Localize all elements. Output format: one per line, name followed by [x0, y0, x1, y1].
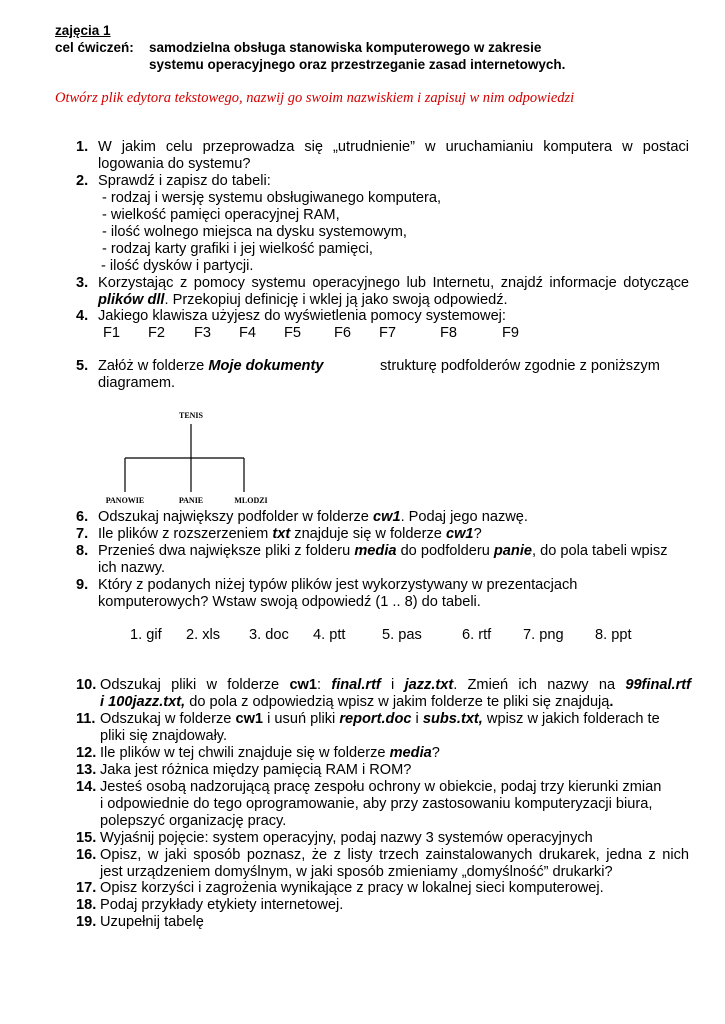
question-14-line-1: Jesteś osobą nadzorującą pracę zespołu ochrony w obiekcie, podaj trzy kierunki zmian [100, 779, 662, 795]
key-option: F9 [502, 325, 520, 341]
question-3-line-1: Korzystając z pomocy systemu operacyjnego lub Internetu, znajdź informacje dotyczące [98, 275, 689, 291]
question-10-line-2: i 100jazz.txt, do pola z odpowiedzią wpisz w jakim folderze te pliki się znajdują. [100, 694, 614, 710]
file-type-option: 4. ptt [313, 627, 346, 643]
question-2-item: - wielkość pamięci operacyjnej RAM, [102, 207, 340, 223]
diagram-child-label: MLODZI [234, 496, 268, 505]
question-7-text: Ile plików z rozszerzeniem txt znajduje się w folderze cw1? [98, 526, 482, 542]
question-number-15: 15. [76, 830, 97, 846]
key-option: F1 [103, 325, 121, 341]
question-number-5: 5. [76, 358, 89, 374]
question-10-line-1: Odszukaj pliki w folderze cw1: final.rtf i jazz.txt. Zmień ich nazwy na 99final.rtf [100, 677, 692, 693]
question-number-9: 9. [76, 577, 89, 593]
question-number-10: 10. [76, 677, 97, 693]
question-number-13: 13. [76, 762, 97, 778]
question-4-text: Jakiego klawisza użyjesz do wyświetlenia pomocy systemowej: [98, 308, 506, 324]
question-number-16: 16. [76, 847, 97, 863]
question-5-line-2: diagramem. [98, 375, 176, 391]
question-14-line-2: i odpowiednie do tego oprogramowanie, aby przy zastosowaniu komputeryzacji biura, [100, 796, 653, 812]
file-type-option: 5. pas [382, 627, 422, 643]
question-8-line-1: Przenieś dwa największe pliki z folderu media do podfolderu panie, do pola tabeli wpisz [98, 543, 668, 559]
question-2-item: - ilość wolnego miejsca na dysku systemowym, [102, 224, 407, 240]
question-number-11: 11. [76, 711, 96, 727]
question-number-19: 19. [76, 914, 97, 930]
file-type-option: 8. ppt [595, 627, 632, 643]
question-14-line-3: polepszyć organizację pracy. [100, 813, 287, 829]
question-number-8: 8. [76, 543, 89, 559]
folder-tree-diagram [95, 405, 285, 510]
key-option: F8 [440, 325, 458, 341]
question-9-line-1: Który z podanych niżej typów plików jest wykorzystywany w prezentacjach [98, 577, 578, 593]
goal-text-1: samodzielna obsługa stanowiska komputerowego w zakresie [149, 40, 542, 55]
question-5-line-1: Załóż w folderze Moje dokumenty [98, 358, 324, 374]
key-option: F7 [379, 325, 397, 341]
file-type-option: 2. xls [186, 627, 221, 643]
question-1-line-2: logowania do systemu? [98, 156, 251, 172]
question-18-text: Podaj przykłady etykiety internetowej. [100, 897, 344, 913]
question-number-1: 1. [76, 139, 89, 155]
question-19-text: Uzupełnij tabelę [100, 914, 204, 930]
key-option: F5 [284, 325, 302, 341]
question-2-item: - rodzaj karty grafiki i jej wielkość pamięci, [102, 241, 373, 257]
question-number-2: 2. [76, 173, 89, 189]
question-16-line-2: jest urządzeniem domyślnym, w jaki sposób zmieniamy „domyślność” drukarki? [100, 864, 613, 880]
question-13-text: Jaka jest różnica między pamięcią RAM i ROM? [100, 762, 412, 778]
question-8-line-2: ich nazwy. [98, 560, 166, 576]
question-15-text: Wyjaśnij pojęcie: system operacyjny, podaj nazwy 3 systemów operacyjnych [100, 830, 593, 846]
goal-label: cel ćwiczeń: [55, 40, 134, 55]
question-2-intro: Sprawdź i zapisz do tabeli: [98, 173, 271, 189]
goal-line-1 [55, 39, 542, 56]
diagram-child-label: PANOWIE [105, 496, 145, 505]
instruction-text: Otwórz plik edytora tekstowego, nazwij go swoim nazwiskiem i zapisuj w nim odpowiedzi [55, 90, 575, 106]
diagram-child-label: PANIE [178, 496, 204, 505]
folder-name: Moje dokumenty [208, 358, 324, 374]
question-17-text: Opisz korzyści i zagrożenia wynikające z pracy w lokalnej sieci komputerowej. [100, 880, 604, 896]
key-option: F2 [148, 325, 166, 341]
question-3-line-2: plików dll. Przekopiuj definicję i wklej ją jako swoją odpowiedź. [98, 292, 508, 308]
question-1-line-1: W jakim celu przeprowadza się „utrudnienie” w uruchamianiu komputera w postaci [98, 139, 689, 155]
question-number-6: 6. [76, 509, 89, 525]
question-number-14: 14. [76, 779, 97, 795]
question-2-item: - ilość dysków i partycji. [101, 258, 254, 274]
question-9-line-2: komputerowych? Wstaw swoją odpowiedź (1 .. 8) do tabeli. [98, 594, 481, 610]
file-type-option: 6. rtf [462, 627, 492, 643]
question-11-line-2: pliki się znajdowały. [100, 728, 228, 744]
question-6-text: Odszukaj największy podfolder w folderze cw1. Podaj jego nazwę. [98, 509, 528, 525]
question-12-text: Ile plików w tej chwili znajduje się w folderze media? [100, 745, 440, 761]
question-number-12: 12. [76, 745, 97, 761]
question-2-item: - rodzaj i wersję systemu obsługiwanego komputera, [102, 190, 442, 206]
question-5-line-1-end: strukturę podfolderów zgodnie z poniższym [380, 358, 660, 374]
key-option: F6 [334, 325, 352, 341]
session-title: zajęcia 1 [55, 23, 111, 38]
key-option: F4 [239, 325, 257, 341]
file-type-option: 1. gif [130, 627, 162, 643]
question-number-18: 18. [76, 897, 97, 913]
question-number-17: 17. [76, 880, 97, 896]
diagram-root-label: TENIS [178, 411, 204, 420]
file-type-option: 7. png [523, 627, 564, 643]
term-dll: plików dll [98, 292, 165, 308]
key-option: F3 [194, 325, 212, 341]
question-number-4: 4. [76, 308, 89, 324]
question-number-3: 3. [76, 275, 89, 291]
question-number-7: 7. [76, 526, 89, 542]
question-16-line-1: Opisz, w jaki sposób poznasz, że z listy trzech zainstalowanych drukarek, jedna z nich [100, 847, 689, 863]
question-11-line-1: Odszukaj w folderze cw1 i usuń pliki report.doc i subs.txt, wpisz w jakich folderach te [100, 711, 660, 727]
goal-line-2: systemu operacyjnego oraz przestrzeganie zasad internetowych. [149, 57, 566, 72]
file-type-option: 3. doc [249, 627, 289, 643]
